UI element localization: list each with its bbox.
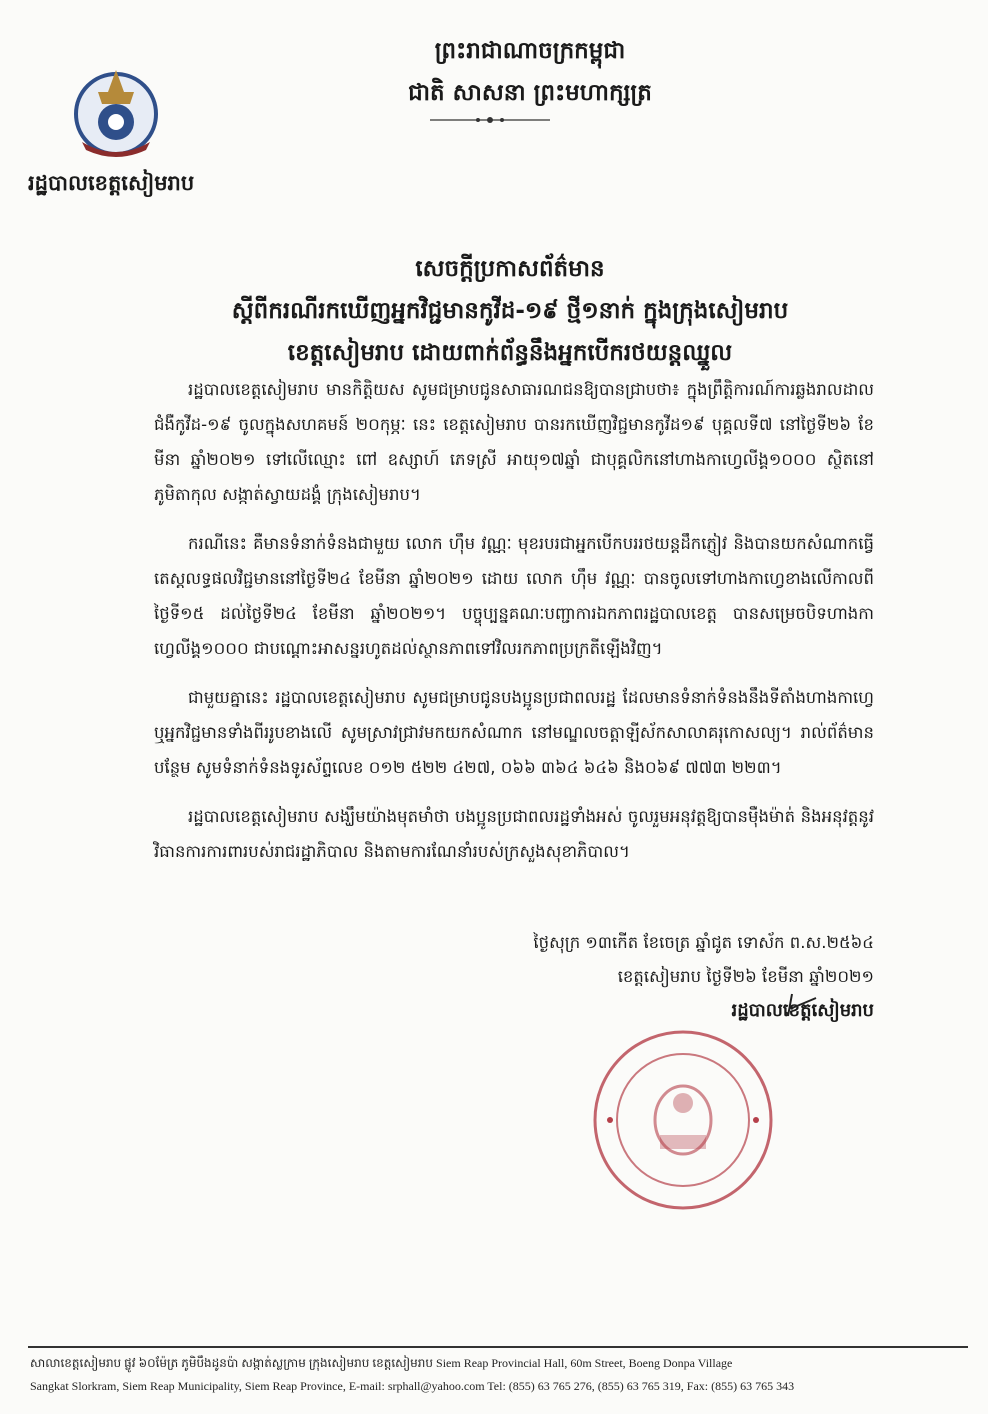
official-seal-icon xyxy=(588,1025,778,1215)
footer-divider xyxy=(28,1346,968,1348)
signature-icon xyxy=(782,990,822,1020)
signer-title: រដ្ឋបាលខេត្តសៀមរាប xyxy=(731,1000,874,1021)
issuing-authority: រដ្ឋបាលខេត្តសៀមរាប xyxy=(28,171,195,195)
title-line-3: ខេត្តសៀមរាប ដោយពាក់ព័ន្ធនឹងអ្នកបើករថយន្តឈ្នួល xyxy=(287,340,733,366)
kingdom-motto xyxy=(330,30,730,114)
footer-line-2: Sangkat Slorkram, Siem Reap Municipality, Siem Reap Province, E-mail: srphall@yahoo.com Tel: (855) 63 765 276, (855) 63 765 319, Fax: (855) 63 765 343 xyxy=(30,1379,795,1393)
body-paragraph-4: រដ្ឋបាលខេត្តសៀមរាប សង្ឃឹមយ៉ាងមុតមាំថា បងប្អូនប្រជាពលរដ្ឋទាំងអស់ ចូលរួមអនុវត្តឱ្យបានម៉ឺងម៉ាត់ និងអនុវត្តនូវវិធានការការពារបស់រាជរដ្ឋាភិបាល និងតាមការណែនាំរបស់ក្រសួងសុខាភិបាល។ xyxy=(154,807,874,861)
lunar-date: ថ្ងៃសុក្រ ១៣កើត ខែចេត្រ ឆ្នាំជូត ទោស័ក ព.ស.២៥៦៤ xyxy=(533,933,874,952)
footer-line-1: សាលាខេត្តសៀមរាប ផ្លូវ ៦០ម៉ែត្រ ភូមិបឹងដូនប៉ា សង្កាត់ស្លក្រាម ក្រុងសៀមរាប ខេត្តសៀមរាប Siem Reap Provincial Hall, 60m Street, Boeng Donpa Village xyxy=(30,1356,733,1370)
body-paragraph-1: រដ្ឋបាលខេត្តសៀមរាប មានកិត្តិយស សូមជម្រាបជូនសាធារណជនឱ្យបានជ្រាបថា៖ ក្នុងព្រឹត្តិការណ៍ការឆ្លងរាលដាលជំងឺកូវីដ-១៩ ចូលក្នុងសហគមន៍ ២០កុម្ភៈ នេះ ខេត្តសៀមរាប បានរកឃើញវិជ្ជមានកូវីដ១៩ បុគ្គលទី៧ នៅថ្ងៃទី២៦ ខែមីនា ឆ្នាំ២០២១ ទៅលើឈ្មោះ ពៅ ឧស្សាហ៍ ភេទស្រី អាយុ១៧ឆ្នាំ ជាបុគ្គលិកនៅហាងកាហ្វេលីង្គ១០០០ ស្ថិតនៅភូមិតាកុល សង្កាត់ស្វាយដង្គំ ក្រុងសៀមរាប។ xyxy=(154,380,874,504)
provincial-emblem-icon xyxy=(68,64,164,160)
title-line-1: សេចក្តីប្រកាសព័ត៌មាន xyxy=(415,256,605,282)
title-line-2: ស្តីពីករណីរកឃើញអ្នកវិជ្ជមានកូវីដ-១៩ ថ្មី១នាក់ ក្នុងក្រុងសៀមរាប xyxy=(231,298,789,324)
body-paragraph-2: ករណីនេះ គឺមានទំនាក់ទំនងជាមួយ លោក ហ៊ឹម វណ្ណៈ មុខរបរជាអ្នកបើកបររថយន្តដឹកភ្ញៀវ និងបានយកសំណាកធ្វើតេស្តលទ្ធផលវិជ្ជមាននៅថ្ងៃទី២៤ ខែមីនា ឆ្នាំ២០២១ ដោយ លោក ហ៊ឹម វណ្ណៈ បានចូលទៅហាងកាហ្វេខាងលើកាលពីថ្ងៃទី១៥ ដល់ថ្ងៃទី២៤ ខែមីនា ឆ្នាំ២០២១។ បច្ចុប្បន្នគណៈបញ្ជាការឯកភាពរដ្ឋបាលខេត្ត បានសម្រេចបិទហាងកាហ្វេលីង្គ១០០០ ជាបណ្តោះអាសន្នរហូតដល់ស្ថានភាពទៅវិលរកភាពប្រក្រតីឡើងវិញ។ xyxy=(154,534,874,658)
body-paragraph-3: ជាមួយគ្នានេះ រដ្ឋបាលខេត្តសៀមរាប សូមជម្រាបជូនបងប្អូនប្រជាពលរដ្ឋ ដែលមានទំនាក់ទំនងនឹងទីតាំងហាងកាហ្វេ ឬអ្នកវិជ្ជមានទាំងពីររូបខាងលើ សូមស្រាវជ្រាវមកយកសំណាក នៅមណ្ឌលចត្តាឡីស័កសាលាគរុកោសល្យ។ រាល់ព័ត៌មានបន្ថែម សូមទំនាក់ទំនងទូរស័ព្ទលេខ ០១២ ៥២២ ៤២៧, ០៦៦ ៣៦៤ ៦៤៦ និង០៦៩ ៧៧៣ ២២៣។ xyxy=(154,688,874,777)
footer-address xyxy=(30,1352,970,1398)
announcement-title xyxy=(150,248,870,374)
ornament-divider-icon xyxy=(430,114,550,126)
national-motto: ជាតិ សាសនា ព្រះមហាក្សត្រ xyxy=(408,80,652,106)
solar-date: ខេត្តសៀមរាប ថ្ងៃទី២៦ ខែមីនា ឆ្នាំ២០២១ xyxy=(617,967,874,986)
kingdom-name: ព្រះរាជាណាចក្រកម្ពុជា xyxy=(434,38,626,64)
announcement-body xyxy=(154,372,874,883)
